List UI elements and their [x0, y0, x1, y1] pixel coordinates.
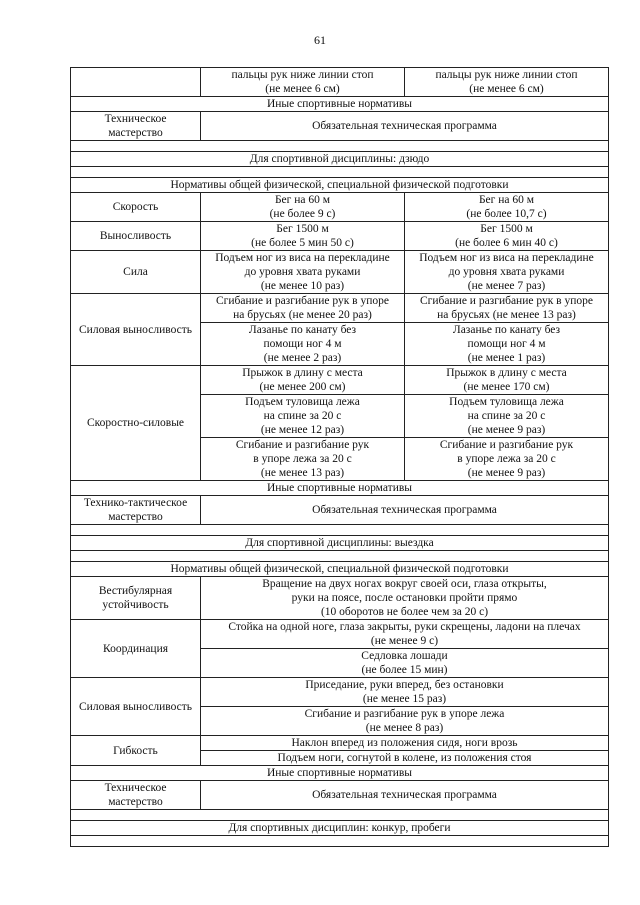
table-cell: Подъем туловища лежа на спине за 20 с (не менее 12 раз)	[201, 395, 405, 438]
table-row	[71, 68, 609, 97]
row-label: Силовая выносливость	[71, 678, 201, 736]
table-cell: Лазанье по канату без помощи ног 4 м (не менее 1 раз)	[405, 323, 609, 366]
row-label: Техническое мастерство	[71, 112, 201, 141]
spacer-cell	[71, 810, 609, 821]
table-cell: Прыжок в длину с места (не менее 200 см)	[201, 366, 405, 395]
table-row	[71, 781, 609, 810]
table-row	[71, 481, 609, 496]
table-row	[71, 525, 609, 536]
discipline-header: Для спортивной дисциплины: дзюдо	[71, 152, 609, 167]
page-number: 61	[314, 33, 326, 47]
table-cell: Сгибание и разгибание рук в упоре на брусьях (не менее 13 раз)	[405, 294, 609, 323]
row-label: Вестибулярная устойчивость	[71, 577, 201, 620]
table-cell: Подъем туловища лежа на спине за 20 с (не менее 9 раз)	[405, 395, 609, 438]
table-cell: Обязательная техническая программа	[201, 781, 609, 810]
table-row	[71, 178, 609, 193]
table-cell: Обязательная техническая программа	[201, 496, 609, 525]
table-row	[71, 251, 609, 294]
section-header: Нормативы общей физической, специальной физической подготовки	[71, 562, 609, 577]
table-row	[71, 141, 609, 152]
row-label: Выносливость	[71, 222, 201, 251]
spacer-cell	[71, 836, 609, 847]
table-row	[71, 736, 609, 751]
row-label: Скорость	[71, 193, 201, 222]
table-cell: Подъем ног из виса на перекладине до уровня хвата руками (не менее 10 раз)	[201, 251, 405, 294]
table-cell: Подъем ног из виса на перекладине до уровня хвата руками (не менее 7 раз)	[405, 251, 609, 294]
table-row	[71, 167, 609, 178]
table-row	[71, 112, 609, 141]
table-row	[71, 193, 609, 222]
table-cell: пальцы рук ниже линии стоп (не менее 6 см)	[405, 68, 609, 97]
row-label: Гибкость	[71, 736, 201, 766]
section-header: Иные спортивные нормативы	[71, 766, 609, 781]
table-row	[71, 294, 609, 323]
table-cell: Наклон вперед из положения сидя, ноги врозь	[201, 736, 609, 751]
table-cell: Обязательная техническая программа	[201, 112, 609, 141]
discipline-header: Для спортивных дисциплин: конкур, пробеги	[71, 821, 609, 836]
row-label: Технико-тактическое мастерство	[71, 496, 201, 525]
table-row	[71, 551, 609, 562]
table-row	[71, 562, 609, 577]
row-label: Сила	[71, 251, 201, 294]
table-cell: Сгибание и разгибание рук в упоре лежа за 20 с (не менее 9 раз)	[405, 438, 609, 481]
table-row	[71, 222, 609, 251]
row-label: Скоростно-силовые	[71, 366, 201, 481]
table-cell: Вращение на двух ногах вокруг своей оси, глаза открыты, руки на поясе, после остановки пройти прямо (10 оборотов не более чем за 20 с)	[201, 577, 609, 620]
table-row	[71, 766, 609, 781]
table-row	[71, 496, 609, 525]
table-cell: пальцы рук ниже линии стоп (не менее 6 см)	[201, 68, 405, 97]
spacer-cell	[71, 551, 609, 562]
table-cell: Бег на 60 м (не более 10,7 с)	[405, 193, 609, 222]
table-row	[71, 536, 609, 551]
section-header: Нормативы общей физической, специальной физической подготовки	[71, 178, 609, 193]
section-header: Иные спортивные нормативы	[71, 481, 609, 496]
row-label: Техническое мастерство	[71, 781, 201, 810]
table-row	[71, 678, 609, 707]
table-cell	[71, 68, 201, 97]
table-row	[71, 620, 609, 649]
table-row	[71, 821, 609, 836]
table-cell: Подъем ноги, согнутой в колене, из положения стоя	[201, 751, 609, 766]
table-cell: Сгибание и разгибание рук в упоре лежа за 20 с (не менее 13 раз)	[201, 438, 405, 481]
table-row	[71, 97, 609, 112]
spacer-cell	[71, 525, 609, 536]
row-label: Координация	[71, 620, 201, 678]
table-cell: Бег 1500 м (не более 5 мин 50 с)	[201, 222, 405, 251]
table-cell: Бег 1500 м (не более 6 мин 40 с)	[405, 222, 609, 251]
table-row	[71, 152, 609, 167]
table-cell: Бег на 60 м (не более 9 с)	[201, 193, 405, 222]
discipline-header: Для спортивной дисциплины: выездка	[71, 536, 609, 551]
table-cell: Седловка лошади (не более 15 мин)	[201, 649, 609, 678]
table-cell: Сгибание и разгибание рук в упоре на брусьях (не менее 20 раз)	[201, 294, 405, 323]
table-row	[71, 577, 609, 620]
table-row	[71, 810, 609, 821]
spacer-cell	[71, 141, 609, 152]
table-cell: Стойка на одной ноге, глаза закрыты, руки скрещены, ладони на плечах (не менее 9 с)	[201, 620, 609, 649]
section-header: Иные спортивные нормативы	[71, 97, 609, 112]
spacer-cell	[71, 167, 609, 178]
table-row	[71, 836, 609, 847]
table-cell: Сгибание и разгибание рук в упоре лежа (не менее 8 раз)	[201, 707, 609, 736]
table-row	[71, 366, 609, 395]
table-cell: Приседание, руки вперед, без остановки (не менее 15 раз)	[201, 678, 609, 707]
table-cell: Прыжок в длину с места (не менее 170 см)	[405, 366, 609, 395]
table-cell: Лазанье по канату без помощи ног 4 м (не менее 2 раз)	[201, 323, 405, 366]
standards-table	[70, 67, 609, 847]
row-label: Силовая выносливость	[71, 294, 201, 366]
